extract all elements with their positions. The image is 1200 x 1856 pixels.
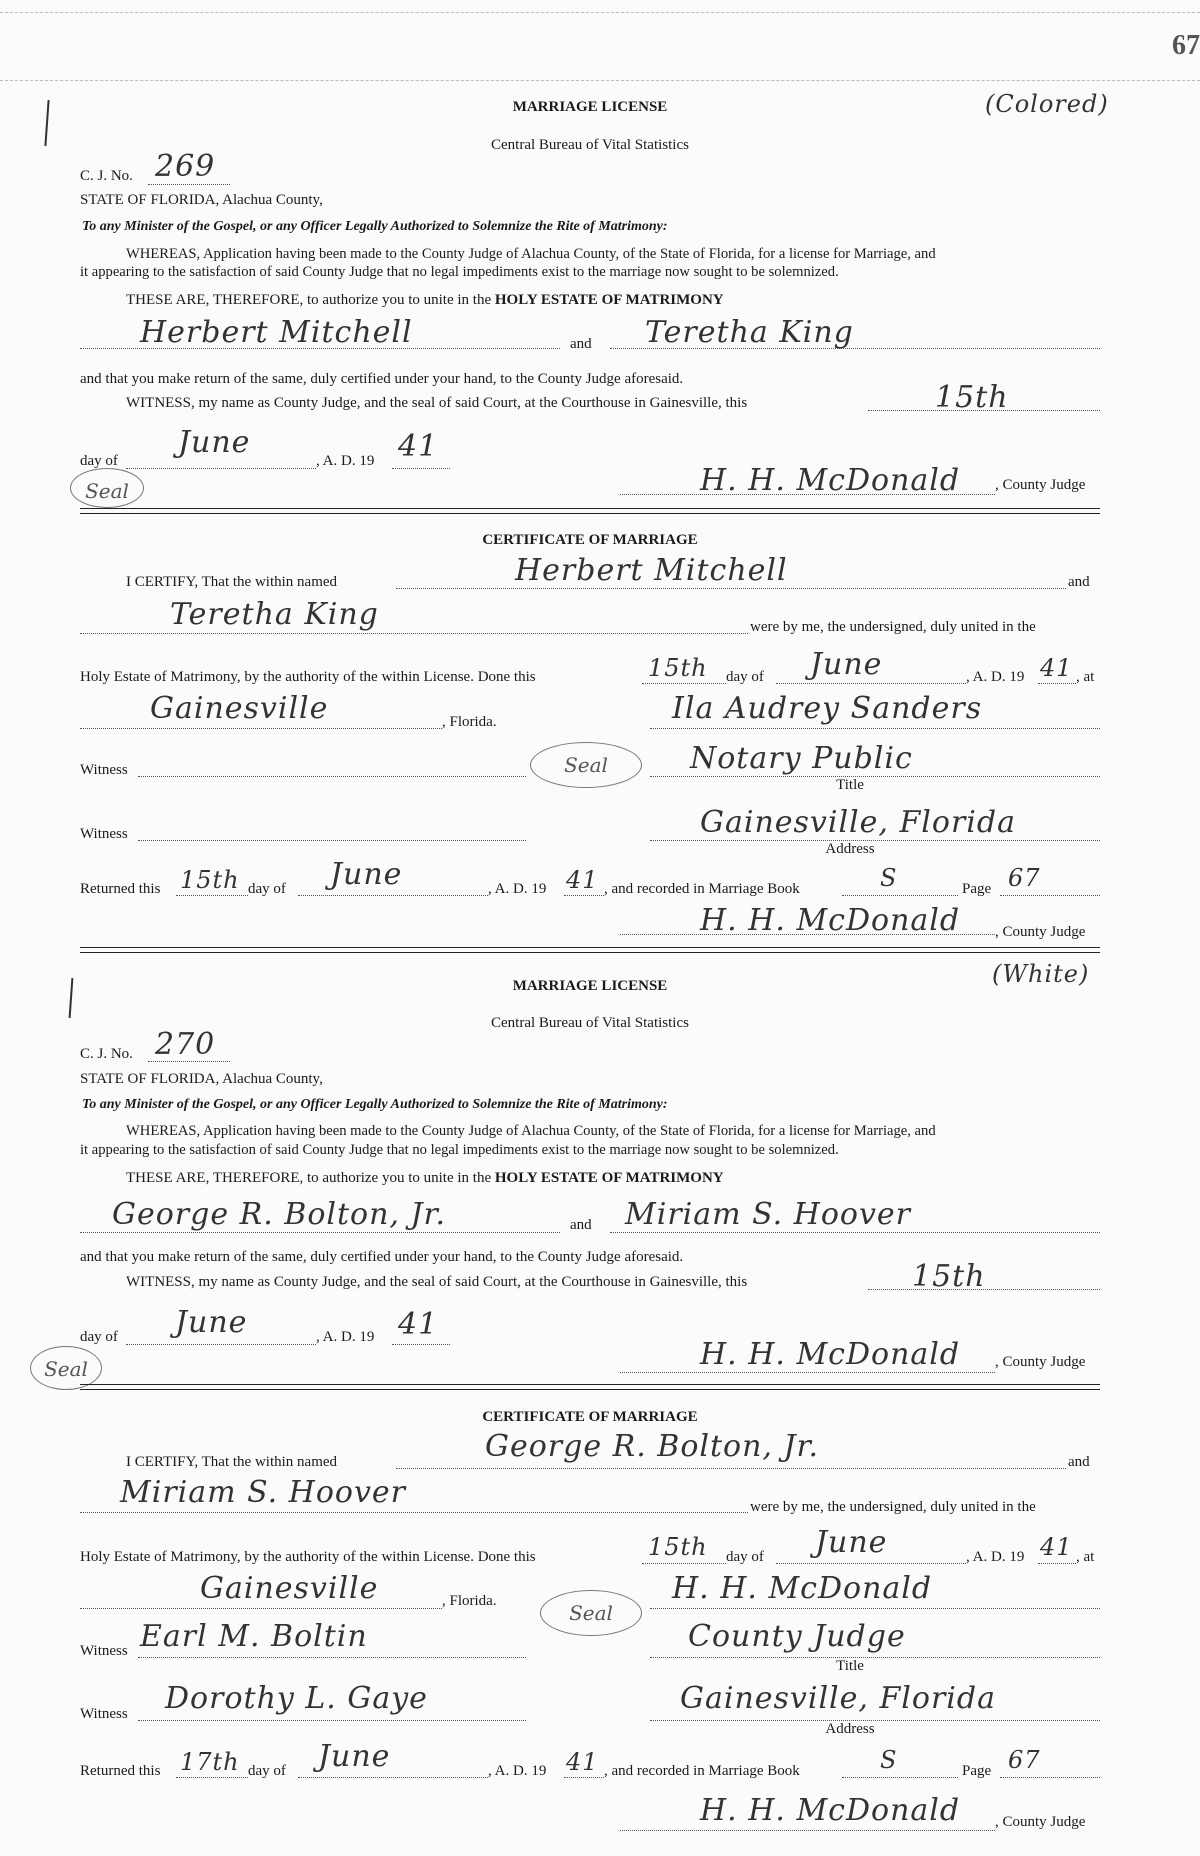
margin-tick-mark — [44, 100, 49, 146]
holy-estate-line: Holy Estate of Matrimony, by the authority of the within License. Done this — [80, 1549, 536, 1565]
license-day: 15th — [912, 1259, 986, 1294]
title-line — [650, 1657, 1100, 1658]
therefore-prefix: THESE ARE, THEREFORE, — [126, 1170, 304, 1186]
cj-number: 269 — [155, 149, 216, 184]
returned-month: June — [330, 857, 403, 892]
cert-groom-line — [396, 1468, 1066, 1469]
at-label: , at — [1076, 669, 1095, 685]
bride-line — [610, 1232, 1100, 1233]
marriage-place: Gainesville — [200, 1571, 379, 1606]
certify-label: I CERTIFY, That the within named — [126, 1454, 338, 1470]
florida-label: , Florida. — [442, 714, 497, 730]
groom-name: Herbert Mitchell — [140, 315, 413, 350]
returned-year: 41 — [566, 866, 599, 894]
returned-year-line — [564, 895, 604, 896]
therefore-line — [126, 293, 724, 308]
returned-month-line — [298, 1777, 488, 1778]
judge-signature: H. H. McDonald — [700, 463, 961, 498]
race-note: (Colored) — [985, 90, 1109, 118]
cert-bride-line — [80, 1512, 748, 1513]
cert-and-label: and — [1068, 1454, 1090, 1470]
cert-county-judge-label: , County Judge — [995, 1814, 1086, 1830]
cert-county-judge-label: , County Judge — [995, 924, 1086, 940]
returned-day: 15th — [180, 866, 240, 894]
done-year-line — [1038, 1563, 1076, 1564]
done-year: 41 — [1040, 1533, 1073, 1561]
done-month: June — [815, 1525, 888, 1560]
notary-seal-stamp: Seal — [530, 742, 642, 788]
address-line-underline — [650, 840, 1100, 841]
done-day-of-label: day of — [726, 1549, 764, 1565]
done-ad-label: , A. D. 19 — [966, 1549, 1025, 1565]
officiant-line — [650, 728, 1100, 729]
whereas-line-1: WHEREAS, Application having been made to the County Judge of Alachua County, of the State of Florida, for a license for Marriage, and — [126, 246, 936, 262]
witness-2-name: Dorothy L. Gaye — [165, 1681, 428, 1716]
cert-and-label: and — [1068, 574, 1090, 590]
return-line: and that you make return of the same, duly certified under your hand, to the County Judge aforesaid. — [80, 1249, 684, 1265]
returned-day-of-label: day of — [248, 1763, 286, 1779]
returned-ad-label: , A. D. 19 — [488, 1763, 547, 1779]
united-line: were by me, the undersigned, duly united in the — [750, 1499, 1036, 1515]
court-seal-stamp: Seal — [70, 468, 144, 508]
done-day-line — [642, 1563, 726, 1564]
whereas-line-2: it appearing to the satisfaction of said County Judge that no legal impediments exist to the marriage now sought to be solemnized. — [80, 264, 839, 280]
judge-signature-line — [620, 1372, 995, 1373]
cj-number-label: C. J. No. — [80, 168, 133, 184]
returned-year: 41 — [566, 1748, 599, 1776]
officiant-title: Notary Public — [690, 741, 913, 776]
certificate-title: CERTIFICATE OF MARRIAGE — [482, 1409, 698, 1425]
license-title: MARRIAGE LICENSE — [512, 978, 668, 994]
returned-month-line — [298, 895, 488, 896]
done-day-line — [642, 683, 726, 684]
therefore-suffix: HOLY ESTATE OF MATRIMONY — [494, 292, 724, 308]
returned-ad-label: , A. D. 19 — [488, 881, 547, 897]
top-border-line — [0, 80, 1200, 81]
witness-2-line — [138, 1720, 526, 1721]
at-label: , at — [1076, 1549, 1095, 1565]
returned-label: Returned this — [80, 1763, 161, 1779]
book-page: 67 — [1008, 864, 1041, 892]
officiant-name: H. H. McDonald — [672, 1571, 933, 1606]
returned-day-line — [176, 1777, 248, 1778]
place-line — [80, 728, 442, 729]
bride-name: Miriam S. Hoover — [625, 1197, 911, 1232]
done-month-line — [776, 1563, 966, 1564]
cert-bride-name: Teretha King — [170, 597, 379, 632]
cert-judge-line — [620, 1830, 995, 1831]
license-month-line — [126, 468, 316, 469]
license-title: MARRIAGE LICENSE — [512, 99, 668, 115]
license-day: 15th — [935, 380, 1009, 415]
cert-judge-signature: H. H. McDonald — [700, 903, 961, 938]
margin-tick-mark — [69, 978, 74, 1018]
bride-name: Teretha King — [645, 315, 854, 350]
united-line: were by me, the undersigned, duly united in the — [750, 619, 1036, 635]
page-label: Page — [962, 881, 992, 897]
holy-estate-line: Holy Estate of Matrimony, by the authority of the within License. Done this — [80, 669, 536, 685]
cert-bride-name: Miriam S. Hoover — [120, 1475, 406, 1510]
returned-day-line — [176, 895, 248, 896]
officiant-address: Gainesville, Florida — [680, 1681, 996, 1716]
witness-1-line — [138, 776, 526, 777]
and-label: and — [570, 336, 592, 352]
judge-signature: H. H. McDonald — [700, 1337, 961, 1372]
court-seal-stamp: Seal — [30, 1346, 102, 1390]
returned-year-line — [564, 1777, 604, 1778]
officiant-title: County Judge — [688, 1619, 906, 1654]
license-year: 41 — [398, 1307, 439, 1342]
witness-label-2: Witness — [80, 1706, 128, 1722]
witness-1-line — [138, 1657, 526, 1658]
title-label: Title — [836, 1658, 864, 1674]
place-line — [80, 1608, 442, 1609]
book-line — [842, 895, 958, 896]
returned-day-of-label: day of — [248, 881, 286, 897]
therefore-line — [126, 1171, 724, 1186]
cert-groom-name: Herbert Mitchell — [515, 553, 788, 588]
cert-groom-line — [396, 588, 1066, 589]
witness-1-name: Earl M. Boltin — [140, 1619, 368, 1654]
address-label: Address — [825, 841, 875, 857]
county-judge-label: , County Judge — [995, 1354, 1086, 1370]
book-letter: S — [880, 864, 898, 892]
witness-line: WITNESS, my name as County Judge, and the seal of said Court, at the Courthouse in Gainesville, this — [126, 395, 748, 411]
notary-seal-stamp: Seal — [540, 1590, 642, 1636]
title-line — [650, 776, 1100, 777]
return-line: and that you make return of the same, duly certified under your hand, to the County Judge aforesaid. — [80, 371, 684, 387]
section-divider — [80, 1384, 1100, 1390]
section-divider — [80, 508, 1100, 514]
done-day: 15th — [648, 1533, 708, 1561]
race-note: (White) — [992, 960, 1090, 988]
title-label: Title — [836, 777, 864, 793]
ad-label: , A. D. 19 — [316, 1329, 375, 1345]
license-year: 41 — [398, 429, 439, 464]
book-page: 67 — [1008, 1746, 1041, 1774]
book-page-line — [1000, 1777, 1100, 1778]
page-label: Page — [962, 1763, 992, 1779]
day-of-label: day of — [80, 453, 118, 469]
groom-line — [80, 1232, 560, 1233]
done-year-line — [1038, 683, 1076, 684]
cj-number-line — [148, 184, 230, 185]
marriage-place: Gainesville — [150, 691, 329, 726]
cert-bride-line — [80, 633, 748, 634]
bureau-name: Central Bureau of Vital Statistics — [491, 137, 689, 153]
license-year-line — [392, 1344, 450, 1345]
done-month-line — [776, 683, 966, 684]
address-line: To any Minister of the Gospel, or any Officer Legally Authorized to Solemnize the Rite of Matrimony: — [82, 1097, 668, 1112]
certificate-title: CERTIFICATE OF MARRIAGE — [482, 532, 698, 548]
returned-day: 17th — [180, 1748, 240, 1776]
officiant-address: Gainesville, Florida — [700, 805, 1016, 840]
done-day-of-label: day of — [726, 669, 764, 685]
state-line: STATE OF FLORIDA, Alachua County, — [80, 192, 323, 208]
address-line: To any Minister of the Gospel, or any Officer Legally Authorized to Solemnize the Rite of Matrimony: — [82, 219, 668, 234]
done-month: June — [810, 647, 883, 682]
done-year: 41 — [1040, 654, 1073, 682]
day-of-label: day of — [80, 1329, 118, 1345]
therefore-mid: to authorize you to unite in the — [306, 1170, 492, 1186]
done-day: 15th — [648, 654, 708, 682]
cert-judge-signature: H. H. McDonald — [700, 1793, 961, 1828]
cert-groom-name: George R. Bolton, Jr. — [485, 1429, 820, 1464]
license-month: June — [175, 1305, 248, 1340]
whereas-line-2: it appearing to the satisfaction of said County Judge that no legal impediments exist to the marriage now sought to be solemnized. — [80, 1142, 839, 1158]
done-ad-label: , A. D. 19 — [966, 669, 1025, 685]
witness-label-2: Witness — [80, 826, 128, 842]
top-border-line — [0, 12, 1200, 13]
returned-label: Returned this — [80, 881, 161, 897]
witness-2-line — [138, 840, 526, 841]
address-line-underline — [650, 1720, 1100, 1721]
whereas-line-1: WHEREAS, Application having been made to the County Judge of Alachua County, of the State of Florida, for a license for Marriage, and — [126, 1123, 936, 1139]
license-month: June — [178, 425, 251, 460]
therefore-prefix: THESE ARE, THEREFORE, — [126, 292, 304, 308]
officiant-line — [650, 1608, 1100, 1609]
returned-month: June — [318, 1739, 391, 1774]
certify-label: I CERTIFY, That the within named — [126, 574, 338, 590]
page-number: 67 — [1172, 30, 1200, 61]
and-label: and — [570, 1217, 592, 1233]
book-line — [842, 1777, 958, 1778]
florida-label: , Florida. — [442, 1593, 497, 1609]
book-letter: S — [880, 1746, 898, 1774]
book-page-line — [1000, 895, 1100, 896]
recorded-label: , and recorded in Marriage Book — [604, 1763, 800, 1779]
officiant-name: Ila Audrey Sanders — [672, 691, 983, 726]
address-label: Address — [825, 1721, 875, 1737]
entry-divider — [80, 947, 1100, 953]
witness-line: WITNESS, my name as County Judge, and the seal of said Court, at the Courthouse in Gainesville, this — [126, 1274, 748, 1290]
state-line: STATE OF FLORIDA, Alachua County, — [80, 1071, 323, 1087]
cj-number: 270 — [155, 1027, 216, 1062]
license-month-line — [126, 1344, 316, 1345]
therefore-mid: to authorize you to unite in the — [306, 292, 492, 308]
recorded-label: , and recorded in Marriage Book — [604, 881, 800, 897]
witness-label-1: Witness — [80, 762, 128, 778]
groom-name: George R. Bolton, Jr. — [112, 1197, 447, 1232]
license-year-line — [392, 468, 450, 469]
therefore-suffix: HOLY ESTATE OF MATRIMONY — [494, 1170, 724, 1186]
county-judge-label: , County Judge — [995, 477, 1086, 493]
ad-label: , A. D. 19 — [316, 453, 375, 469]
witness-label-1: Witness — [80, 1643, 128, 1659]
cj-number-label: C. J. No. — [80, 1046, 133, 1062]
bureau-name: Central Bureau of Vital Statistics — [491, 1015, 689, 1031]
